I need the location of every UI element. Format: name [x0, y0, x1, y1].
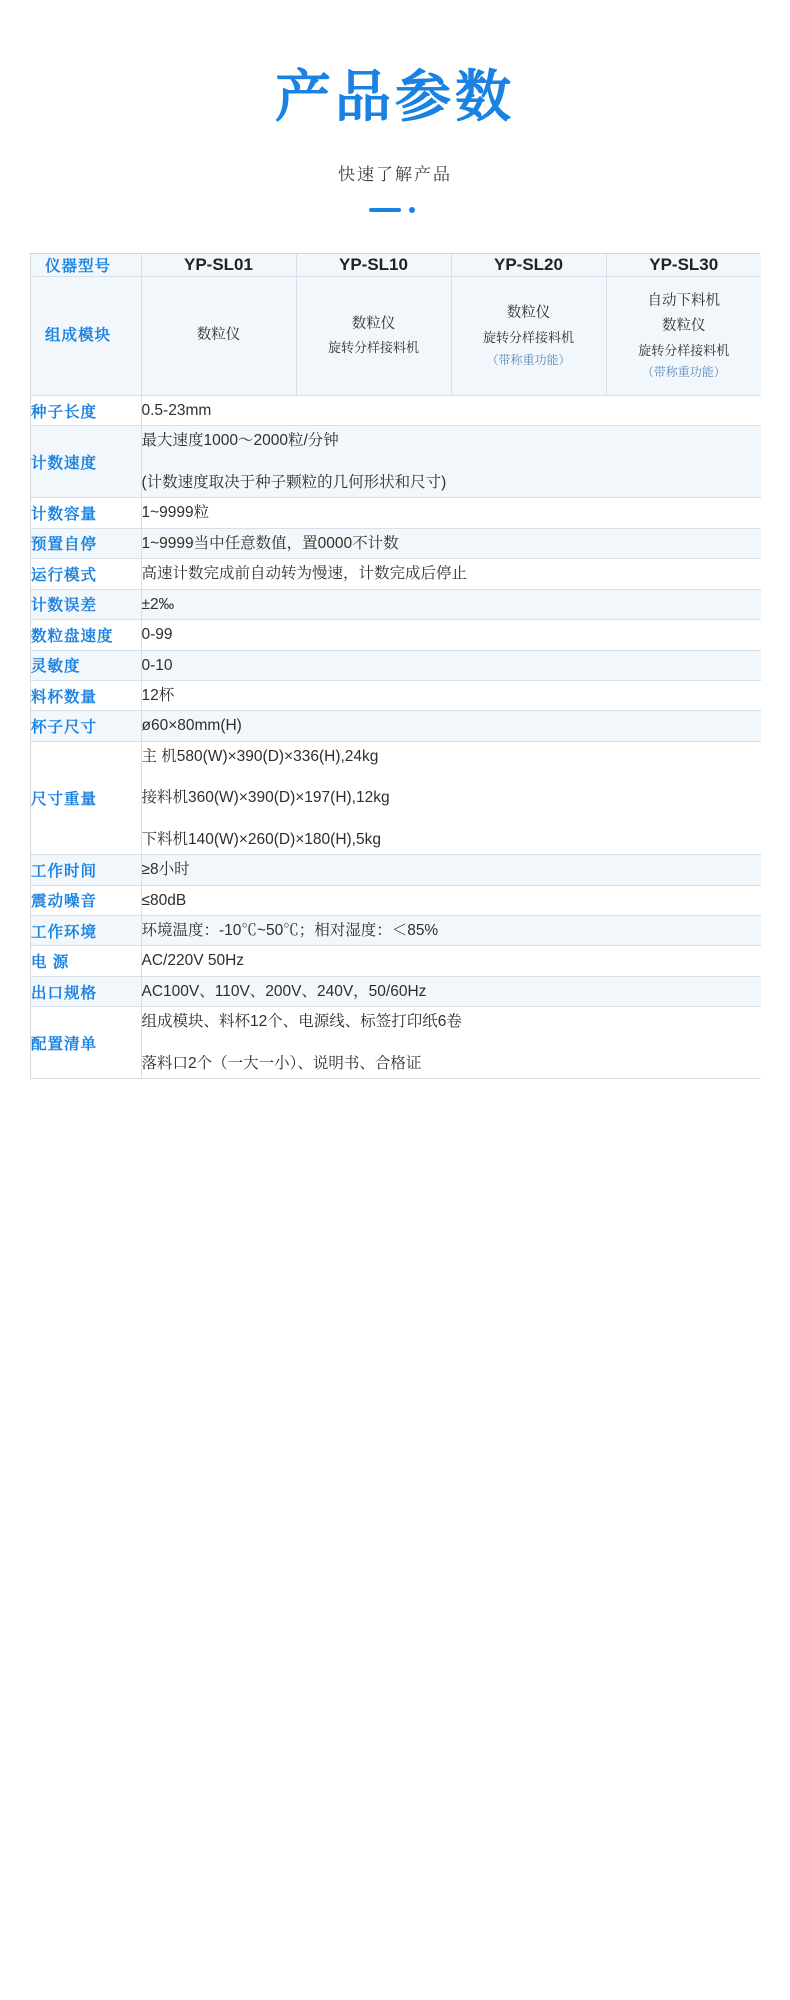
row-label: 料杯数量	[31, 680, 141, 710]
row-value-line: ≤80dB	[141, 891, 187, 909]
row-value	[141, 855, 761, 885]
row-value	[141, 498, 761, 528]
row-value-line: 高速计数完成前自动转为慢速，计数完成后停止	[141, 565, 468, 583]
table-row-modules	[31, 277, 761, 396]
row-value	[141, 976, 761, 1006]
table-row	[31, 1007, 761, 1079]
row-label: 电 源	[31, 946, 141, 976]
row-value-line: ±2‰	[141, 595, 175, 613]
row-value-line: 1~9999当中任意数值，置0000不计数	[141, 534, 399, 552]
table-row	[31, 946, 761, 976]
row-value	[141, 916, 761, 946]
row-value	[141, 559, 761, 589]
model-cell: YP-SL01	[141, 254, 296, 277]
model-cell: YP-SL10	[296, 254, 451, 277]
divider-dot-icon	[409, 207, 415, 213]
row-label: 组成模块	[31, 277, 141, 396]
module-note: （带称重功能）	[641, 365, 726, 380]
module-cell	[606, 277, 761, 396]
row-value-line: AC100V、110V、200V、240V，50/60Hz	[141, 982, 427, 1000]
row-label: 种子长度	[31, 396, 141, 426]
module-main-secondary: 数粒仪	[662, 318, 706, 335]
row-value-line: 落料口2个（一大一小）、说明书、合格证	[141, 1054, 422, 1072]
spec-table	[31, 254, 761, 1079]
module-main: 数粒仪	[196, 327, 241, 344]
table-row	[31, 855, 761, 885]
row-value	[141, 680, 761, 710]
row-value	[141, 426, 761, 498]
row-value-line: 组成模块、料杯12个、电源线、标签打印纸6卷	[141, 1013, 462, 1031]
row-label: 配置清单	[31, 1007, 141, 1079]
module-sub: 旋转分样接料机	[482, 329, 574, 345]
row-value-line: 0-10	[141, 656, 173, 674]
spec-table-container	[30, 253, 760, 1079]
row-label: 灵敏度	[31, 650, 141, 680]
row-value	[141, 396, 761, 426]
row-value-line: 接料机360(W)×390(D)×197(H),12kg	[141, 789, 390, 807]
table-row-model	[31, 254, 761, 277]
table-row	[31, 426, 761, 498]
row-value-line: 12杯	[141, 686, 175, 704]
row-value	[141, 589, 761, 619]
table-row	[31, 396, 761, 426]
table-row	[31, 559, 761, 589]
row-label: 计数速度	[31, 426, 141, 498]
module-cell	[296, 277, 451, 396]
module-note: （带称重功能）	[486, 352, 571, 367]
module-sub: 旋转分样接料机	[638, 342, 730, 358]
row-label: 工作环境	[31, 916, 141, 946]
row-value-line: 1~9999粒	[141, 504, 210, 522]
page-subtitle: 快速了解产品	[338, 165, 452, 184]
row-value-line: 下料机140(W)×260(D)×180(H),5kg	[141, 830, 381, 848]
module-main: 自动下料机	[647, 292, 720, 309]
row-label: 震动噪音	[31, 885, 141, 915]
row-value-line: 0-99	[141, 626, 173, 644]
row-value-line: 最大速度1000～2000粒/分钟	[141, 432, 339, 450]
module-cell	[141, 277, 296, 396]
row-label: 数粒盘速度	[31, 620, 141, 650]
row-label: 杯子尺寸	[31, 711, 141, 741]
model-cell: YP-SL20	[451, 254, 606, 277]
row-label: 运行模式	[31, 559, 141, 589]
row-value	[141, 946, 761, 976]
table-row	[31, 916, 761, 946]
table-row	[31, 650, 761, 680]
title-divider	[365, 205, 425, 215]
module-sub: 旋转分样接料机	[327, 340, 419, 356]
row-value-line: ø60×80mm(H)	[141, 717, 242, 735]
row-label: 计数容量	[31, 498, 141, 528]
page-title: 产品参数	[0, 62, 790, 132]
row-value	[141, 620, 761, 650]
table-row	[31, 528, 761, 558]
row-label: 计数误差	[31, 589, 141, 619]
row-value	[141, 741, 761, 854]
row-label: 出口规格	[31, 976, 141, 1006]
row-value-line: 0.5-23mm	[141, 402, 212, 419]
row-label: 仪器型号	[31, 254, 141, 277]
table-row	[31, 741, 761, 854]
row-value	[141, 711, 761, 741]
model-cell: YP-SL30	[606, 254, 761, 277]
table-row	[31, 498, 761, 528]
table-row	[31, 885, 761, 915]
row-label: 尺寸重量	[31, 741, 141, 854]
row-value-line: 主 机580(W)×390(D)×336(H),24kg	[141, 747, 379, 765]
table-row	[31, 680, 761, 710]
row-value	[141, 650, 761, 680]
row-label: 预置自停	[31, 528, 141, 558]
row-value-line: ≥8小时	[141, 861, 190, 879]
table-row	[31, 589, 761, 619]
table-row	[31, 620, 761, 650]
table-row	[31, 976, 761, 1006]
page-header	[0, 0, 790, 215]
module-cell	[451, 277, 606, 396]
divider-bar-icon	[369, 208, 401, 212]
row-value	[141, 885, 761, 915]
row-value-line: (计数速度取决于种子颗粒的几何形状和尺寸)	[141, 473, 447, 491]
row-value	[141, 1007, 761, 1079]
table-row	[31, 711, 761, 741]
row-value-line: 环境温度：-10℃~50℃；相对湿度：＜85%	[141, 922, 439, 939]
row-value	[141, 528, 761, 558]
module-main: 数粒仪	[506, 305, 551, 322]
row-value-line: AC/220V 50Hz	[141, 952, 245, 970]
row-label: 工作时间	[31, 855, 141, 885]
module-main: 数粒仪	[351, 315, 396, 332]
